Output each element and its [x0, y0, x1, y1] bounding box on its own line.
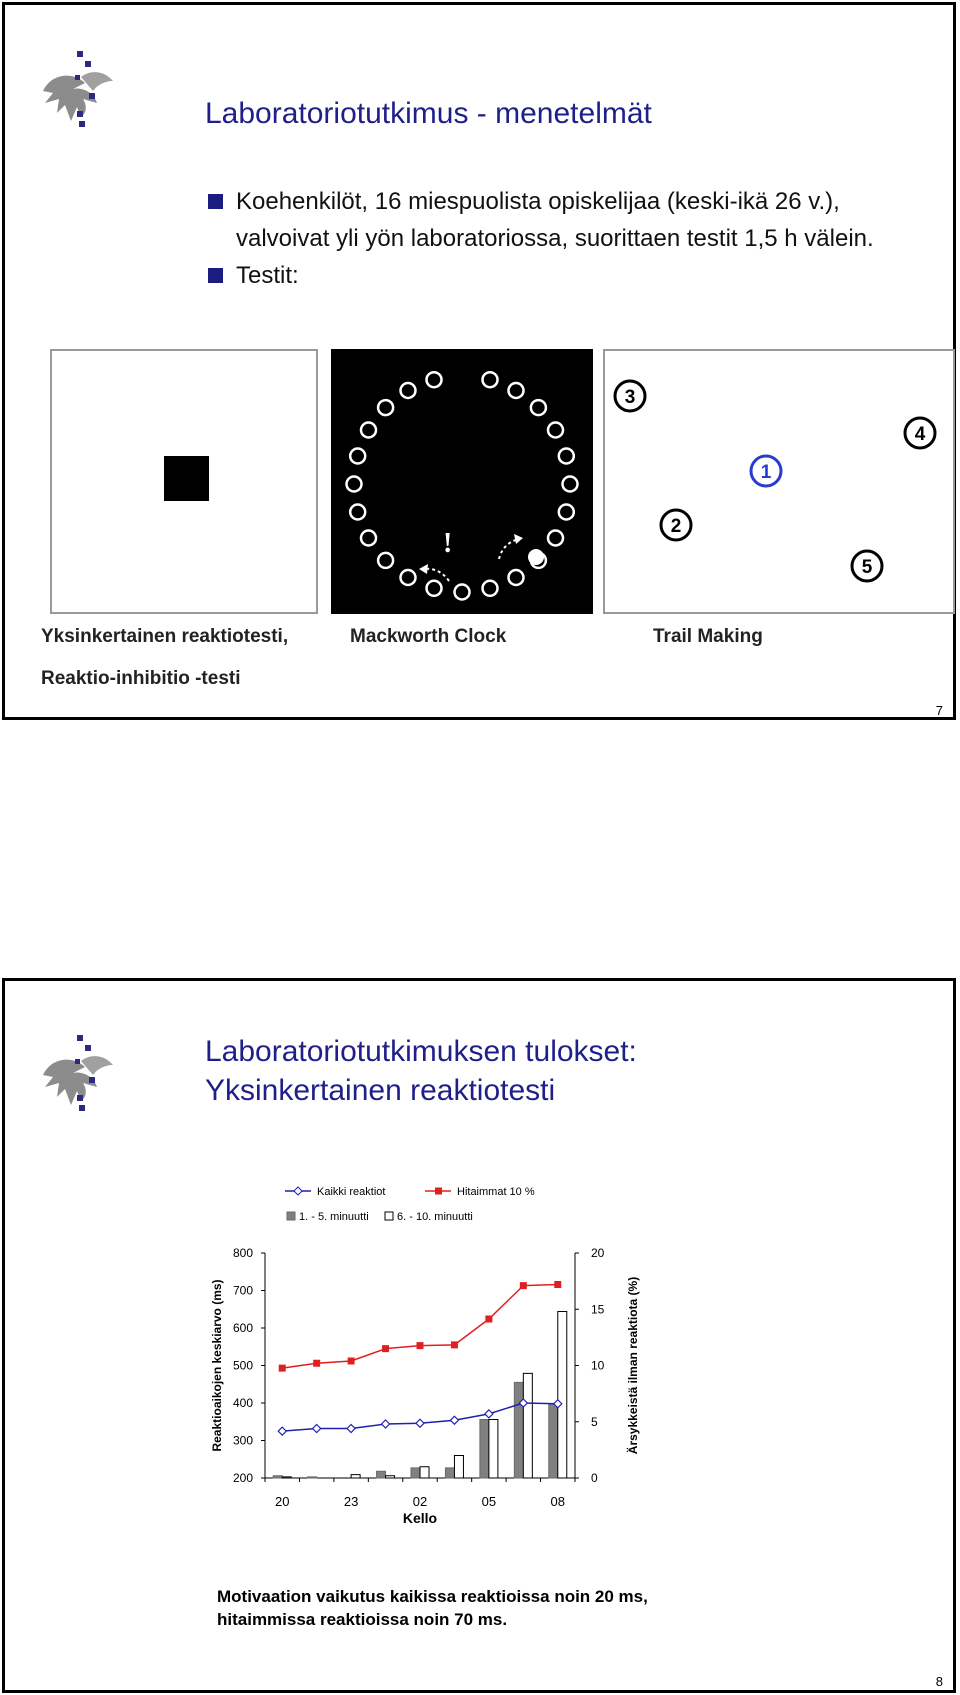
- trail-making-image: [603, 349, 955, 614]
- y-tick-label: 200: [232, 1471, 253, 1485]
- y-tick-label: 500: [232, 1358, 253, 1373]
- y2-tick-label: 0: [591, 1471, 598, 1485]
- page-number: 8: [935, 1674, 943, 1689]
- trail-node-label: 3: [624, 387, 636, 408]
- conclusion-line2: hitaimmissa reaktioissa noin 70 ms.: [217, 1610, 508, 1629]
- x-tick-label: 05: [481, 1494, 497, 1509]
- point: [485, 1410, 493, 1418]
- x-tick-label: 02: [412, 1494, 428, 1509]
- bar: [454, 1456, 463, 1479]
- slide-title-line1: Laboratoriotutkimuksen tulokset:: [205, 1035, 637, 1068]
- caption-mackworth: Mackworth Clock: [350, 626, 507, 647]
- point: [416, 1419, 424, 1427]
- bar: [558, 1312, 567, 1479]
- bar: [282, 1477, 291, 1478]
- point: [348, 1358, 355, 1365]
- bar: [411, 1468, 420, 1478]
- trail-node-label: 5: [861, 557, 873, 578]
- bullet-square-icon: [208, 268, 223, 283]
- point: [313, 1425, 321, 1433]
- legend-label: Kaikki reaktiot: [317, 1186, 386, 1198]
- bar: [445, 1468, 454, 1478]
- legend-marker: [385, 1212, 393, 1220]
- simple-reaction-test-image: [50, 349, 318, 614]
- point: [382, 1345, 389, 1352]
- bar: [489, 1420, 498, 1479]
- x-tick-label: 08: [550, 1494, 566, 1509]
- y-tick-label: 300: [232, 1433, 253, 1448]
- y2-tick-label: 10: [591, 1358, 605, 1373]
- point: [450, 1416, 458, 1424]
- black-square-stimulus: [164, 456, 209, 501]
- university-logo-icon: [35, 1031, 119, 1111]
- bullet-text: Testit:: [236, 262, 299, 289]
- clock-exclamation: !: [443, 528, 453, 559]
- bullet-square-icon: [208, 194, 223, 209]
- bar: [308, 1477, 317, 1478]
- y2-axis-label: Ärsykkeistä ilman reaktiota (%): [626, 1276, 640, 1455]
- trail-node-label: 2: [670, 516, 682, 537]
- bar: [480, 1420, 489, 1479]
- y-tick-label: 400: [232, 1396, 253, 1410]
- bullet-list: [208, 183, 928, 294]
- y2-tick-label: 15: [591, 1302, 605, 1317]
- bar: [549, 1404, 558, 1478]
- y2-tick-label: 5: [591, 1414, 598, 1429]
- point: [485, 1316, 492, 1323]
- point: [451, 1341, 458, 1348]
- bar: [514, 1382, 523, 1478]
- slide-7: [2, 2, 956, 720]
- bar: [273, 1476, 282, 1478]
- point: [279, 1365, 286, 1372]
- caption-trail-making: Trail Making: [653, 626, 763, 647]
- legend-label: 6. - 10. minuutti: [397, 1211, 473, 1223]
- legend-label: Hitaimmat 10 %: [457, 1186, 535, 1198]
- y-axis-label: Reaktioaikojen keskiarvo (ms): [210, 1279, 224, 1452]
- bar: [420, 1467, 429, 1478]
- point: [278, 1427, 286, 1435]
- point: [417, 1342, 424, 1349]
- bullet-tests: [208, 257, 928, 294]
- point: [382, 1420, 390, 1428]
- bullet-text: Koehenkilöt, 16 miespuolista opiskelijaa (keski-ikä 26 v.), valvoivat yli yön laboratoriossa, suorittaen testit 1,5 h välein.: [236, 188, 874, 252]
- mackworth-clock-image: [331, 349, 593, 614]
- series-line: [282, 1285, 558, 1369]
- bar: [351, 1475, 360, 1478]
- university-logo-icon: [35, 47, 119, 127]
- x-tick-label: 20: [274, 1494, 290, 1509]
- bar: [377, 1471, 386, 1478]
- bullet-subjects: [208, 183, 928, 257]
- y-tick-label: 600: [232, 1321, 253, 1335]
- trail-node-label: 4: [914, 424, 926, 445]
- x-tick-label: 23: [343, 1494, 359, 1509]
- slide-8: [2, 978, 956, 1693]
- point: [520, 1282, 527, 1289]
- bar: [386, 1476, 395, 1478]
- point: [347, 1425, 355, 1433]
- caption-inhibition: Reaktio-inhibitio -testi: [41, 668, 241, 689]
- x-axis-label: Kello: [402, 1510, 438, 1526]
- point: [554, 1281, 561, 1288]
- slide-title: Laboratoriotutkimus - menetelmät: [205, 97, 652, 130]
- y2-tick-label: 20: [591, 1246, 605, 1260]
- page-number: 7: [935, 703, 943, 718]
- y-tick-label: 800: [232, 1246, 253, 1260]
- moving-dot: [528, 549, 544, 565]
- legend-label: 1. - 5. minuutti: [299, 1211, 369, 1223]
- y-tick-label: 700: [232, 1283, 253, 1298]
- caption-simple-reaction: Yksinkertainen reaktiotesti,: [41, 626, 289, 647]
- point: [313, 1360, 320, 1367]
- slide-title-line2: Yksinkertainen reaktiotesti: [205, 1074, 556, 1107]
- conclusion-line1: Motivaation vaikutus kaikissa reaktioissa noin 20 ms,: [217, 1587, 648, 1606]
- legend-marker: [435, 1188, 442, 1195]
- legend-marker: [287, 1212, 295, 1220]
- trail-node-label: 1: [760, 462, 772, 483]
- bar: [523, 1373, 532, 1478]
- reaction-time-chart: [195, 1173, 715, 1528]
- legend-marker: [294, 1187, 302, 1195]
